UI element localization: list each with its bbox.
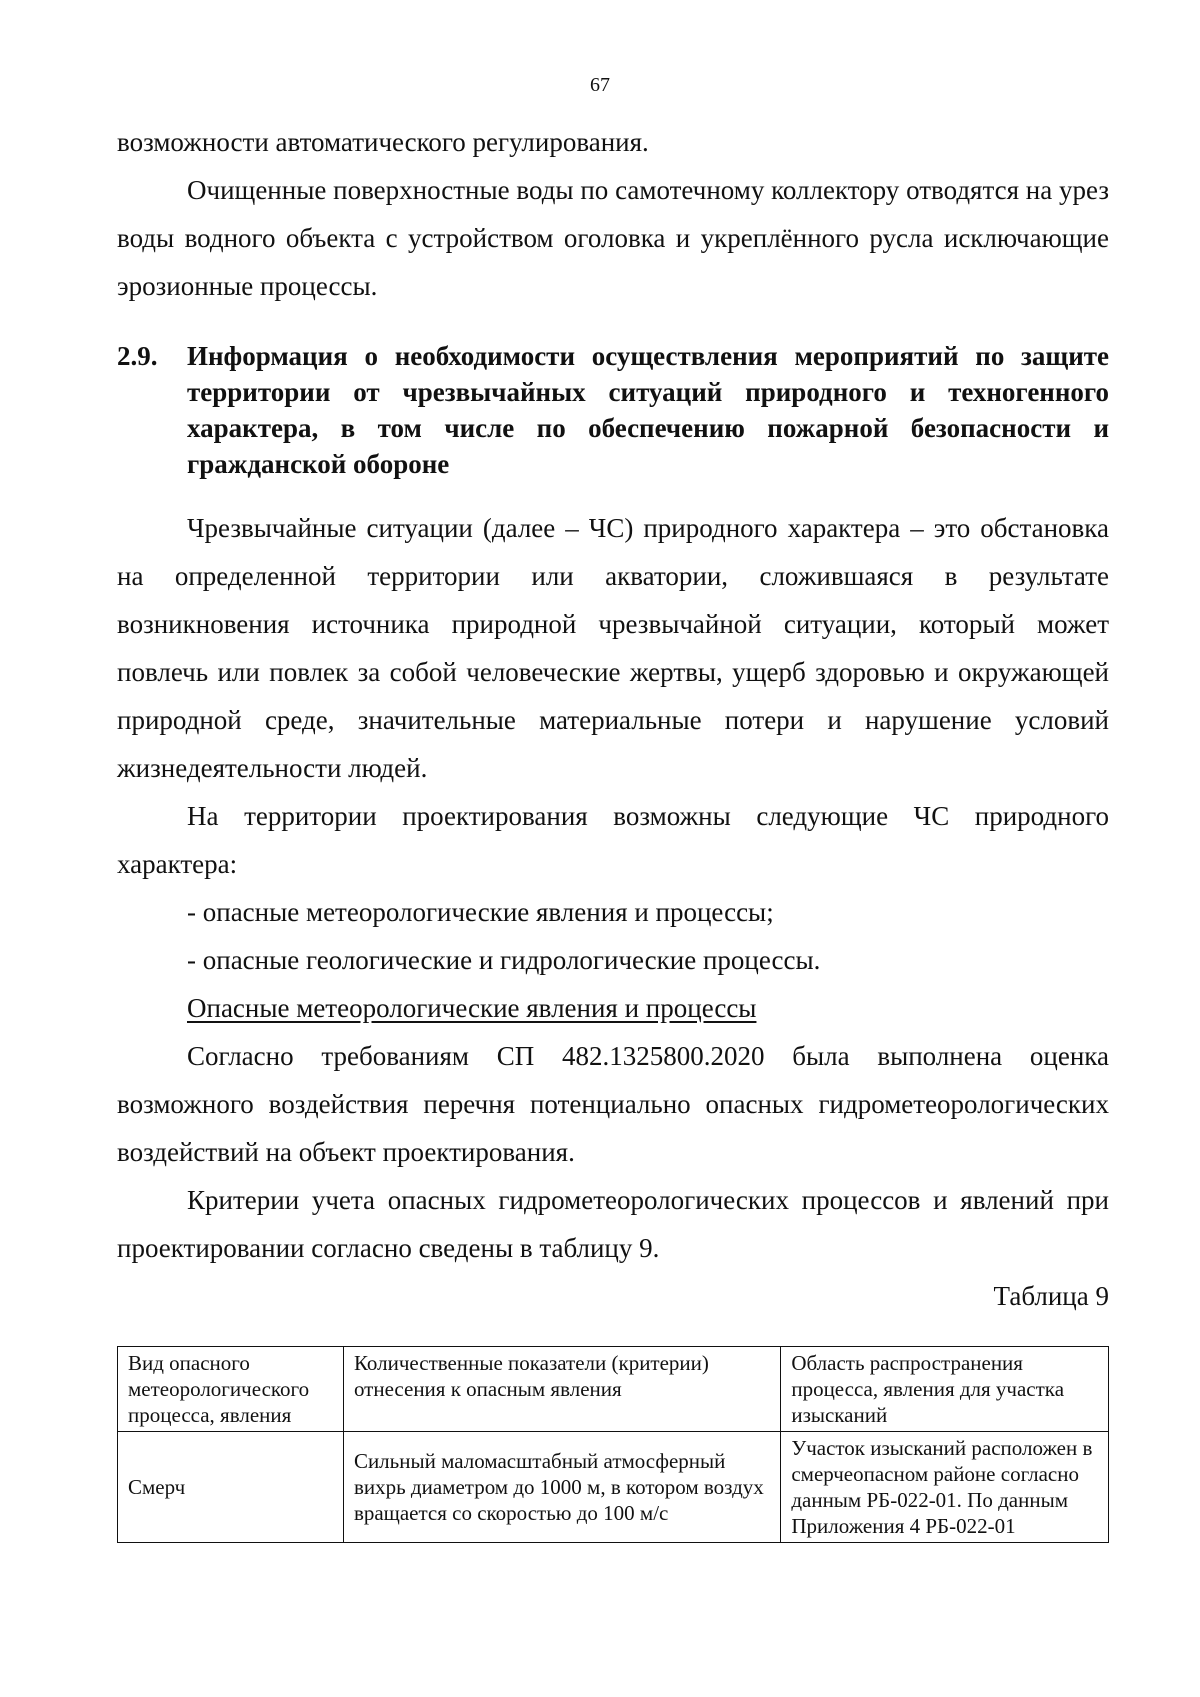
table-9 bbox=[117, 1346, 1109, 1543]
subheading bbox=[117, 984, 1109, 1032]
table-cell: Смерч bbox=[118, 1432, 344, 1543]
subheading-text: Опасные метеорологические явления и процессы bbox=[187, 993, 757, 1023]
list-item: - опасные геологические и гидрологические процессы. bbox=[187, 945, 821, 975]
table-header-cell: Количественные показатели (критерии) отнесения к опасным явления bbox=[343, 1347, 780, 1432]
table-cell: Участок изысканий расположен в смерчеопасном районе согласно данным РБ-022-01. По данным Приложения 4 РБ-022-01 bbox=[781, 1432, 1109, 1543]
table-row bbox=[118, 1432, 1109, 1543]
list-item: - опасные метеорологические явления и процессы; bbox=[187, 897, 774, 927]
table-cell: Сильный маломасштабный атмосферный вихрь диаметром до 1000 м, в котором воздух вращается со скоростью до 100 м/с bbox=[343, 1432, 780, 1543]
paragraph-assessment: Согласно требованиям СП 482.1325800.2020 была выполнена оценка возможного воздействия перечня потенциально опасных гидрометеорологических воздействий на объект проектирования. bbox=[117, 1041, 1109, 1167]
section-heading bbox=[117, 338, 1109, 482]
paragraph-surface-water: Очищенные поверхностные воды по самотечному коллектору отводятся на урез воды водного объекта с устройством оголовка и укреплённого русла исключающие эрозионные процессы. bbox=[117, 175, 1109, 301]
table-label: Таблица 9 bbox=[993, 1281, 1109, 1311]
paragraph-emergency-definition: Чрезвычайные ситуации (далее – ЧС) природного характера – это обстановка на определенной территории или акватории, сложившаяся в результате возникновения источника природной чрезвычайной ситуации, который может повлечь или повлек за собой человеческие жертвы, ущерб здоровью и окружающей природной среде, значительные материальные потери и нарушение условий жизнедеятельности людей. bbox=[117, 513, 1109, 783]
paragraph-possible-emergencies: На территории проектирования возможны следующие ЧС природного характера: bbox=[117, 801, 1109, 879]
table-header-cell: Область распространения процесса, явления для участка изысканий bbox=[781, 1347, 1109, 1432]
paragraph-continuation: возможности автоматического регулирования. bbox=[117, 127, 649, 157]
section-title: Информация о необходимости осуществления мероприятий по защите территории от чрезвычайных ситуаций природного и техногенного характера, в том числе по обеспечению пожарной безопасности и гражданской обороне bbox=[187, 341, 1109, 479]
section-number: 2.9. bbox=[117, 341, 158, 371]
table-header-cell: Вид опасного метеорологического процесса, явления bbox=[118, 1347, 344, 1432]
page-number: 67 bbox=[590, 74, 610, 96]
paragraph-criteria: Критерии учета опасных гидрометеорологических процессов и явлений при проектировании согласно сведены в таблицу 9. bbox=[117, 1185, 1109, 1263]
page-content bbox=[117, 118, 1109, 1543]
table-header-row bbox=[118, 1347, 1109, 1432]
